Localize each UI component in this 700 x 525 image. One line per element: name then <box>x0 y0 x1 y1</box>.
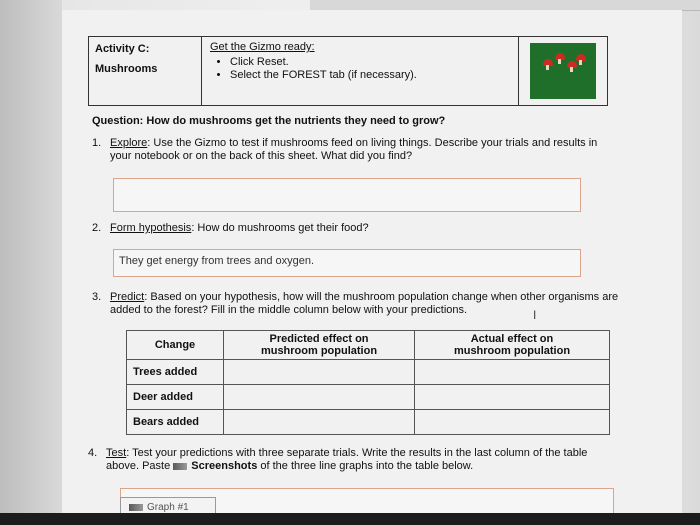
table-row <box>127 360 610 385</box>
actual-bears-cell[interactable] <box>415 410 610 435</box>
actual-trees-cell[interactable] <box>415 360 610 385</box>
activity-cell <box>89 37 202 105</box>
table-header-row <box>127 331 610 360</box>
mushroom-forest-thumbnail <box>530 43 596 99</box>
question-2: 2. Form hypothesis: How do mushrooms get their food? <box>92 222 369 234</box>
step-select-forest: • Select the FOREST tab (if necessary). <box>230 69 510 81</box>
activity-header-table <box>88 36 608 106</box>
question-1: 1. Explore: Use the Gizmo to test if mushrooms feed on living things. Describe your trials and results in your notebook or on the back of this sheet. What did you find? <box>92 137 598 162</box>
column-header-actual: Actual effect on mushroom population <box>415 331 610 360</box>
screen-bezel-left <box>0 0 62 525</box>
test-label: Test <box>106 447 127 459</box>
predicted-deer-cell[interactable] <box>224 385 415 410</box>
screen-bottom-bezel <box>0 513 700 525</box>
form-hypothesis-label: Form hypothesis <box>110 222 192 234</box>
step-click-reset: • Click Reset. <box>230 56 510 68</box>
topic-label: Mushrooms <box>95 63 158 75</box>
table-row <box>127 385 610 410</box>
actual-deer-cell[interactable] <box>415 385 610 410</box>
row-label-deer: Deer added <box>127 385 224 410</box>
predicted-bears-cell[interactable] <box>224 410 415 435</box>
instructions-cell <box>202 37 519 105</box>
predict-label: Predict <box>110 291 145 303</box>
row-label-bears: Bears added <box>127 410 224 435</box>
question-4: 4. Test: Test your predictions with three separate trials. Write the results in the last column of the table above. Paste Screenshots of the three line graphs into the table below. <box>88 447 588 472</box>
main-question: Question: How do mushrooms get the nutrients they need to grow? <box>92 115 446 127</box>
graph-icon <box>129 504 143 511</box>
predicted-trees-cell[interactable] <box>224 360 415 385</box>
activity-label: Activity C: <box>95 43 150 55</box>
question-3: 3. Predict: Based on your hypothesis, how will the mushroom population change when other organisms are added to the forest? Fill in the middle column below with your predictions. <box>92 291 619 316</box>
screenshot-icon <box>173 463 187 470</box>
row-label-trees: Trees added <box>127 360 224 385</box>
q2-answer-field[interactable] <box>113 249 581 277</box>
explore-label: Explore <box>110 137 148 149</box>
table-row <box>127 410 610 435</box>
q1-answer-field[interactable] <box>113 178 581 212</box>
column-header-predicted: Predicted effect on mushroom population <box>224 331 415 360</box>
column-header-change: Change <box>127 331 224 360</box>
graph-1-label: Graph #1 <box>120 497 216 517</box>
q2-answer-text: They get energy from trees and oxygen. <box>119 255 315 267</box>
thumbnail-cell <box>519 37 607 105</box>
text-cursor-icon: I <box>533 308 537 322</box>
setup-steps-list <box>210 56 510 81</box>
prediction-table <box>126 330 610 435</box>
get-ready-heading: Get the Gizmo ready: <box>210 41 315 53</box>
